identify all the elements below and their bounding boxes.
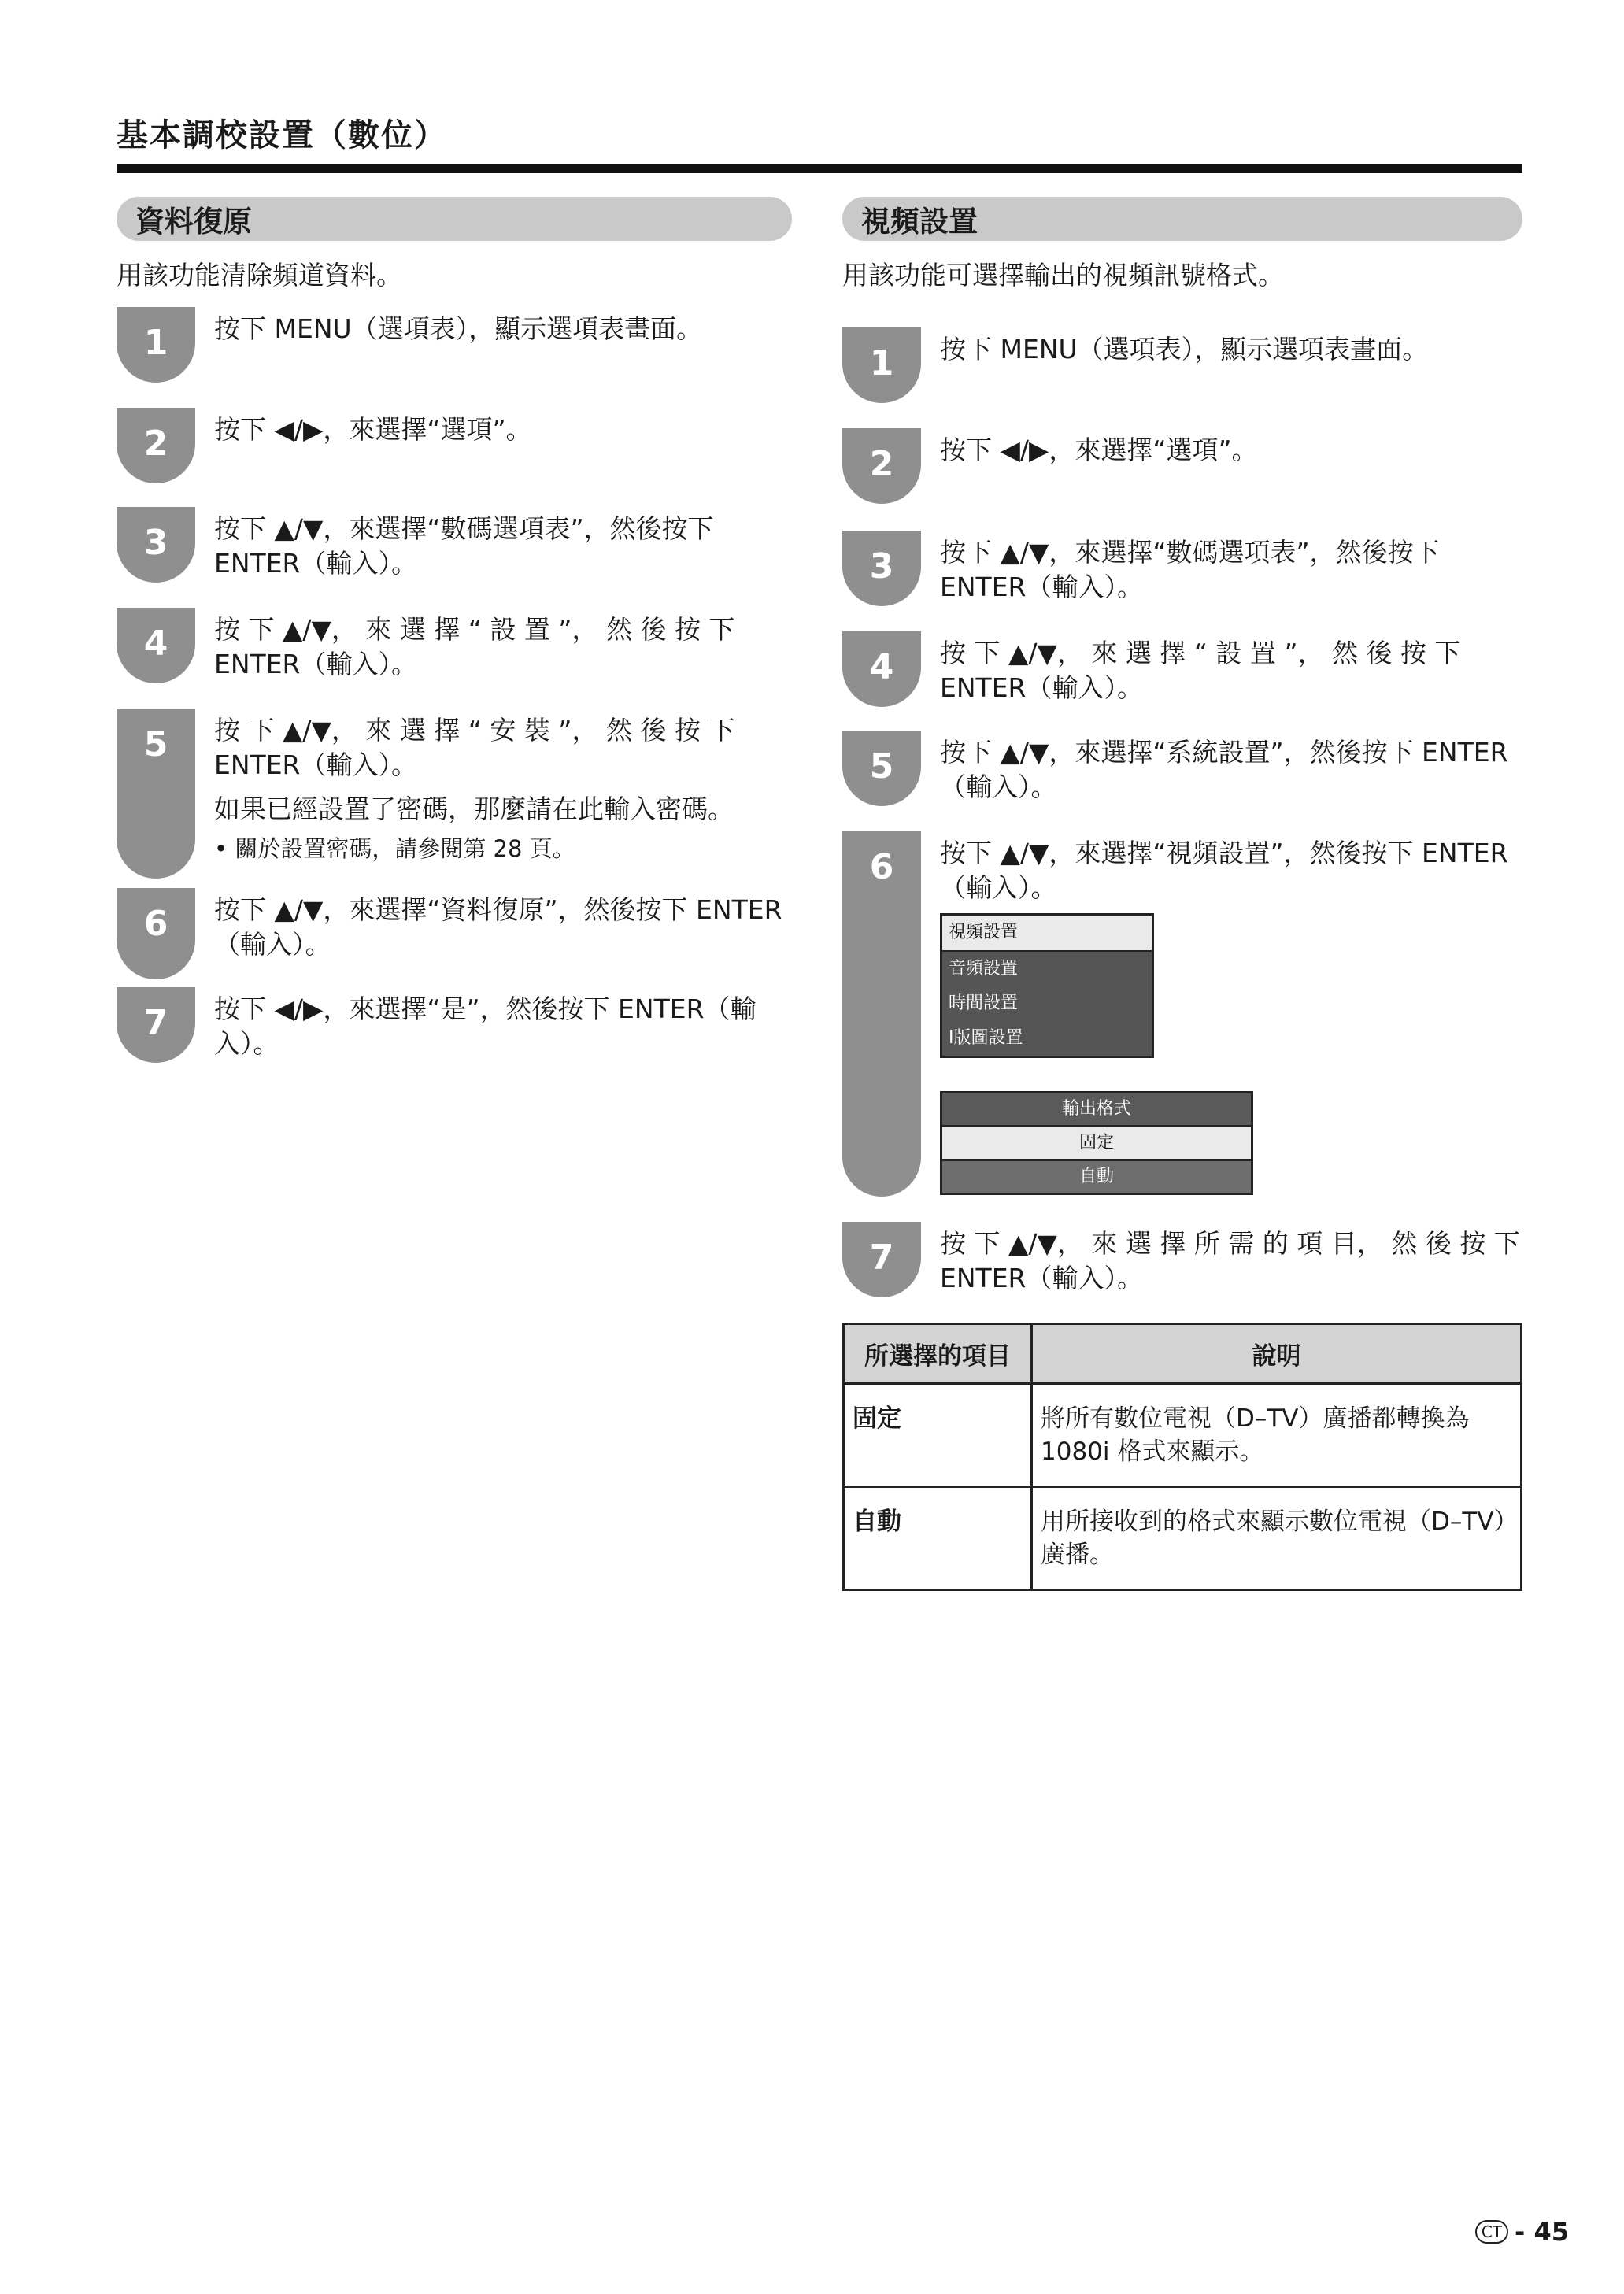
step-text: 按 下 ▲/▼， 來 選 擇 “ 設 置 ”， 然 後 按 下 ENTER（輸入）。	[214, 614, 735, 679]
step-bullet: • 關於設置密碼，請參閱第 28 頁。	[214, 835, 575, 862]
step-text: 按下 MENU（選項表），顯示選項表畫面。	[940, 334, 1429, 364]
step-text: 按 下 ▲/▼， 來 選 擇 所 需 的 項 目， 然 後 按 下 ENTER（輸入）。	[940, 1228, 1520, 1293]
step-number: 4	[842, 631, 921, 707]
step-text: 按下 ▲/▼，來選擇“數碼選項表”，然後按下 ENTER（輸入）。	[940, 537, 1440, 602]
table-row	[844, 1383, 1522, 1487]
step-text: 按下 ▲/▼，來選擇“數碼選項表”，然後按下 ENTER（輸入）。	[214, 513, 714, 579]
table-row	[844, 1487, 1522, 1590]
step-number: 1	[117, 307, 195, 383]
step-text: 按 下 ▲/▼， 來 選 擇 “ 設 置 ”， 然 後 按 下 ENTER（輸入）。	[940, 638, 1461, 703]
step-number: 3	[842, 531, 921, 606]
table-header-row	[844, 1324, 1522, 1384]
step-number: 6	[117, 888, 195, 979]
step-number: 2	[842, 428, 921, 504]
right-intro: 用該功能可選擇輸出的視頻訊號格式。	[842, 260, 1284, 290]
step-text: 按下 ◀/▶，來選擇“選項”。	[940, 435, 1258, 465]
page-number	[1475, 2217, 1569, 2247]
osd-menu-item-audio[interactable]: 音頻設置	[949, 959, 1019, 979]
osd-output-header: 輸出格式	[942, 1093, 1251, 1125]
step-number: 2	[117, 408, 195, 483]
step-number: 5	[842, 731, 921, 806]
right-column	[842, 197, 1522, 1569]
step-note: 如果已經設置了密碼，那麼請在此輸入密碼。	[214, 794, 734, 824]
left-column	[117, 197, 792, 1059]
table-row-key: 自動	[844, 1487, 1032, 1590]
osd-output-format	[940, 1091, 1253, 1195]
language-badge: CT	[1475, 2220, 1508, 2244]
osd-option-auto[interactable]: 自動	[942, 1159, 1251, 1193]
step-text	[214, 713, 792, 866]
table-row-desc: 將所有數位電視（D–TV）廣播都轉換為 1080i 格式來顯示。	[1032, 1383, 1522, 1487]
step-text: 按下 ◀/▶，來選擇“選項”。	[214, 414, 532, 445]
step-number: 3	[117, 507, 195, 583]
table-row-desc: 用所接收到的格式來顯示數位電視（D–TV）廣播。	[1032, 1487, 1522, 1590]
osd-menu-item-time[interactable]: 時間設置	[949, 993, 1019, 1013]
step-text: 按下 ▲/▼，來選擇“視頻設置”，然後按下 ENTER（輸入）。	[940, 838, 1508, 903]
table-header-item: 所選擇的項目	[844, 1324, 1032, 1384]
step-number: 7	[842, 1222, 921, 1297]
step-text: 按下 ◀/▶，來選擇“是”，然後按下 ENTER（輸入）。	[214, 993, 757, 1059]
title-rule	[117, 164, 1522, 173]
step-number: 6	[842, 831, 921, 1197]
step-main-text: 按 下 ▲/▼， 來 選 擇 “ 安 裝 ”， 然 後 按 下 ENTER（輸入）。	[214, 715, 735, 780]
section-title-video-settings: 視頻設置	[842, 197, 1522, 241]
osd-menu-item-video[interactable]: 視頻設置	[942, 916, 1152, 952]
osd-option-fixed[interactable]: 固定	[942, 1125, 1251, 1159]
step-text: 按下 ▲/▼，來選擇“系統設置”，然後按下 ENTER（輸入）。	[940, 737, 1508, 802]
step-text: 按下 MENU（選項表），顯示選項表畫面。	[214, 313, 703, 344]
osd-digital-menu	[940, 913, 1154, 1058]
table-header-desc: 說明	[1032, 1324, 1522, 1384]
step-number: 1	[842, 327, 921, 403]
step-number: 7	[117, 987, 195, 1063]
osd-menu-item-layout[interactable]: I版圖設置	[949, 1028, 1023, 1048]
step-text: 按下 ▲/▼，來選擇“資料復原”，然後按下 ENTER（輸入）。	[214, 894, 782, 960]
step-number: 4	[117, 608, 195, 683]
page-title: 基本調校設置（數位）	[117, 117, 447, 154]
page-number-text: - 45	[1515, 2217, 1569, 2247]
step-number: 5	[117, 709, 195, 879]
description-table	[842, 1323, 1522, 1591]
table-row-key: 固定	[844, 1383, 1032, 1487]
left-intro: 用該功能清除頻道資料。	[117, 260, 402, 290]
section-title-data-reset: 資料復原	[117, 197, 792, 241]
